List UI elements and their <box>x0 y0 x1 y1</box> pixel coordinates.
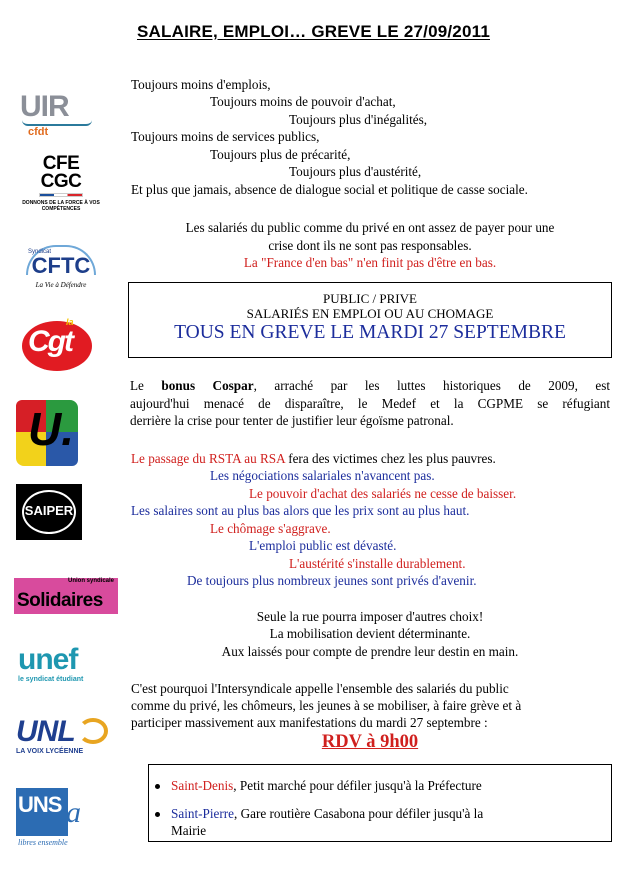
rsta-rest: fera des victimes chez les plus pauvres. <box>284 451 496 466</box>
solidaires-top-text: Union syndicale <box>67 578 114 584</box>
rue-line-2: La mobilisation devient déterminante. <box>269 626 471 641</box>
assez-line-1: Les salariés du public comme du privé en ont assez de payer pour une <box>185 220 555 235</box>
logo-cftc <box>20 245 102 303</box>
cftc-tagline: La Vie à Défendre <box>35 281 87 289</box>
list-line-2: Les négociations salariales n'avancent pas. <box>210 468 435 483</box>
unsa-logo-text: UNS <box>18 792 62 817</box>
logo-cgt <box>16 315 96 373</box>
intro-line-5: Toujours plus de précarité, <box>210 147 351 162</box>
unsa-a-letter: a <box>66 796 81 829</box>
solidaires-logo-text: Solidaires <box>17 590 103 611</box>
logo-uir-cfdt <box>20 92 96 148</box>
banner-line-2: SALARIÉS EN EMPLOI OU AU CHOMAGE <box>246 306 494 321</box>
list-line-8: De toujours plus nombreux jeunes sont privés d'avenir. <box>187 573 477 588</box>
rdv-time: RDV à 9h00 <box>321 732 419 752</box>
cfe-cgc-logo-text: CFE CGC <box>40 153 82 192</box>
unef-logo-text: unef <box>18 643 78 676</box>
banner-line-1: PUBLIC / PRIVE <box>323 291 417 306</box>
location-text <box>171 805 483 823</box>
cospar-line-2: aujourd'hui menacé de disparaître, le Medef et la CGPME se réfugiant <box>130 395 610 411</box>
u-logo-text: U. <box>28 403 74 455</box>
cfe-cgc-tagline: DONNONS DE LA FORCE À VOS COMPÉTENCES <box>22 200 100 212</box>
cospar-line-1 <box>130 377 610 395</box>
intro-line-3: Toujours plus d'inégalités, <box>289 112 428 127</box>
list-line-6: L'emploi public est dévasté. <box>249 538 397 553</box>
cospar-paragraph <box>130 377 610 430</box>
list-line-4: Les salaires sont au plus bas alors que les prix sont au plus haut. <box>131 503 470 518</box>
strike-banner <box>128 282 612 358</box>
saiper-logo-text: SAIPER <box>24 503 74 518</box>
assez-line-2: crise dont ils ne sont pas responsables. <box>268 238 472 253</box>
cospar-text-a: Le <box>130 378 162 393</box>
banner-headline: TOUS EN GREVE LE MARDI 27 SEPTEMBRE <box>174 322 566 343</box>
bullet-icon <box>155 812 160 817</box>
cospar-bold: bonus Cospar <box>161 378 254 393</box>
assez-line-3: La "France d'en bas" n'en finit pas d'être en bas. <box>243 255 497 270</box>
unef-tagline: le syndicat étudiant <box>18 676 84 683</box>
intro-line-1: Toujours moins d'emplois, <box>131 77 271 92</box>
location-city: Saint-Pierre <box>171 806 234 821</box>
cgt-logo-text: Cgt <box>28 325 72 358</box>
logo-unef <box>18 644 118 690</box>
cospar-line-3: derrière la crise pour tenter de justifier leur égoïsme patronal. <box>130 413 454 428</box>
intro-line-2: Toujours moins de pouvoir d'achat, <box>210 94 396 109</box>
page-title: SALAIRE, EMPLOI… GREVE LE 27/09/2011 <box>137 22 490 41</box>
logo-u <box>16 400 78 466</box>
logo-unsa <box>16 788 100 852</box>
rue-line-3: Aux laissés pour compte de prendre leur destin en main. <box>221 644 519 659</box>
location-desc: , Gare routière Casabona pour défiler jusqu'à la <box>234 806 484 821</box>
appel-line-3: participer massivement aux manifestations du mardi 27 septembre : <box>131 715 488 730</box>
list-line-7: L'austérité s'installe durablement. <box>289 556 466 571</box>
appel-line-1: C'est pourquoi l'Intersyndicale appelle l'ensemble des salariés du public <box>131 681 509 696</box>
cfdt-logo-text: cfdt <box>28 126 49 138</box>
location-text <box>171 777 482 795</box>
logo-solidaires <box>14 578 118 614</box>
list-line-3: Le pouvoir d'achat des salariés ne cesse de baisser. <box>249 486 517 501</box>
flag-bar <box>39 193 83 197</box>
uir-logo-text: UIR <box>20 90 69 123</box>
cgt-la-text: la <box>66 317 74 327</box>
rue-line-1: Seule la rue pourra imposer d'autres choix! <box>256 609 484 624</box>
horn-icon <box>78 718 108 744</box>
intro-line-6: Toujours plus d'austérité, <box>289 164 422 179</box>
unl-tagline: LA VOIX LYCÉENNE <box>16 748 84 755</box>
intro-line-7: Et plus que jamais, absence de dialogue social et politique de casse sociale. <box>131 182 528 197</box>
intro-line-4: Toujours moins de services publics, <box>131 129 320 144</box>
cospar-text-c: , arraché par les luttes historiques de 2009, est <box>253 378 610 393</box>
list-line-5: Le chômage s'aggrave. <box>210 521 331 536</box>
logo-unl <box>16 716 116 764</box>
location-desc: , Petit marché pour défiler jusqu'à la Préfecture <box>233 778 482 793</box>
location-desc-continued: Mairie <box>171 823 207 838</box>
unl-logo-text: UNL <box>16 715 75 748</box>
rsta-text: Le passage du RSTA au RSA <box>131 451 285 466</box>
cftc-logo-text: CFTC <box>31 253 91 278</box>
logo-cfe-cgc <box>22 155 100 227</box>
bullet-icon <box>155 784 160 789</box>
locations-box <box>148 764 612 842</box>
unsa-tagline: libres ensemble <box>18 838 68 847</box>
appel-line-2: comme du privé, les chômeurs, les jeunes à se mobiliser, à faire grève et à <box>131 698 522 713</box>
list-line-1 <box>131 450 496 468</box>
logo-saiper <box>16 484 82 540</box>
cftc-top-text: Syndicat <box>28 249 52 255</box>
location-city: Saint-Denis <box>171 778 234 793</box>
